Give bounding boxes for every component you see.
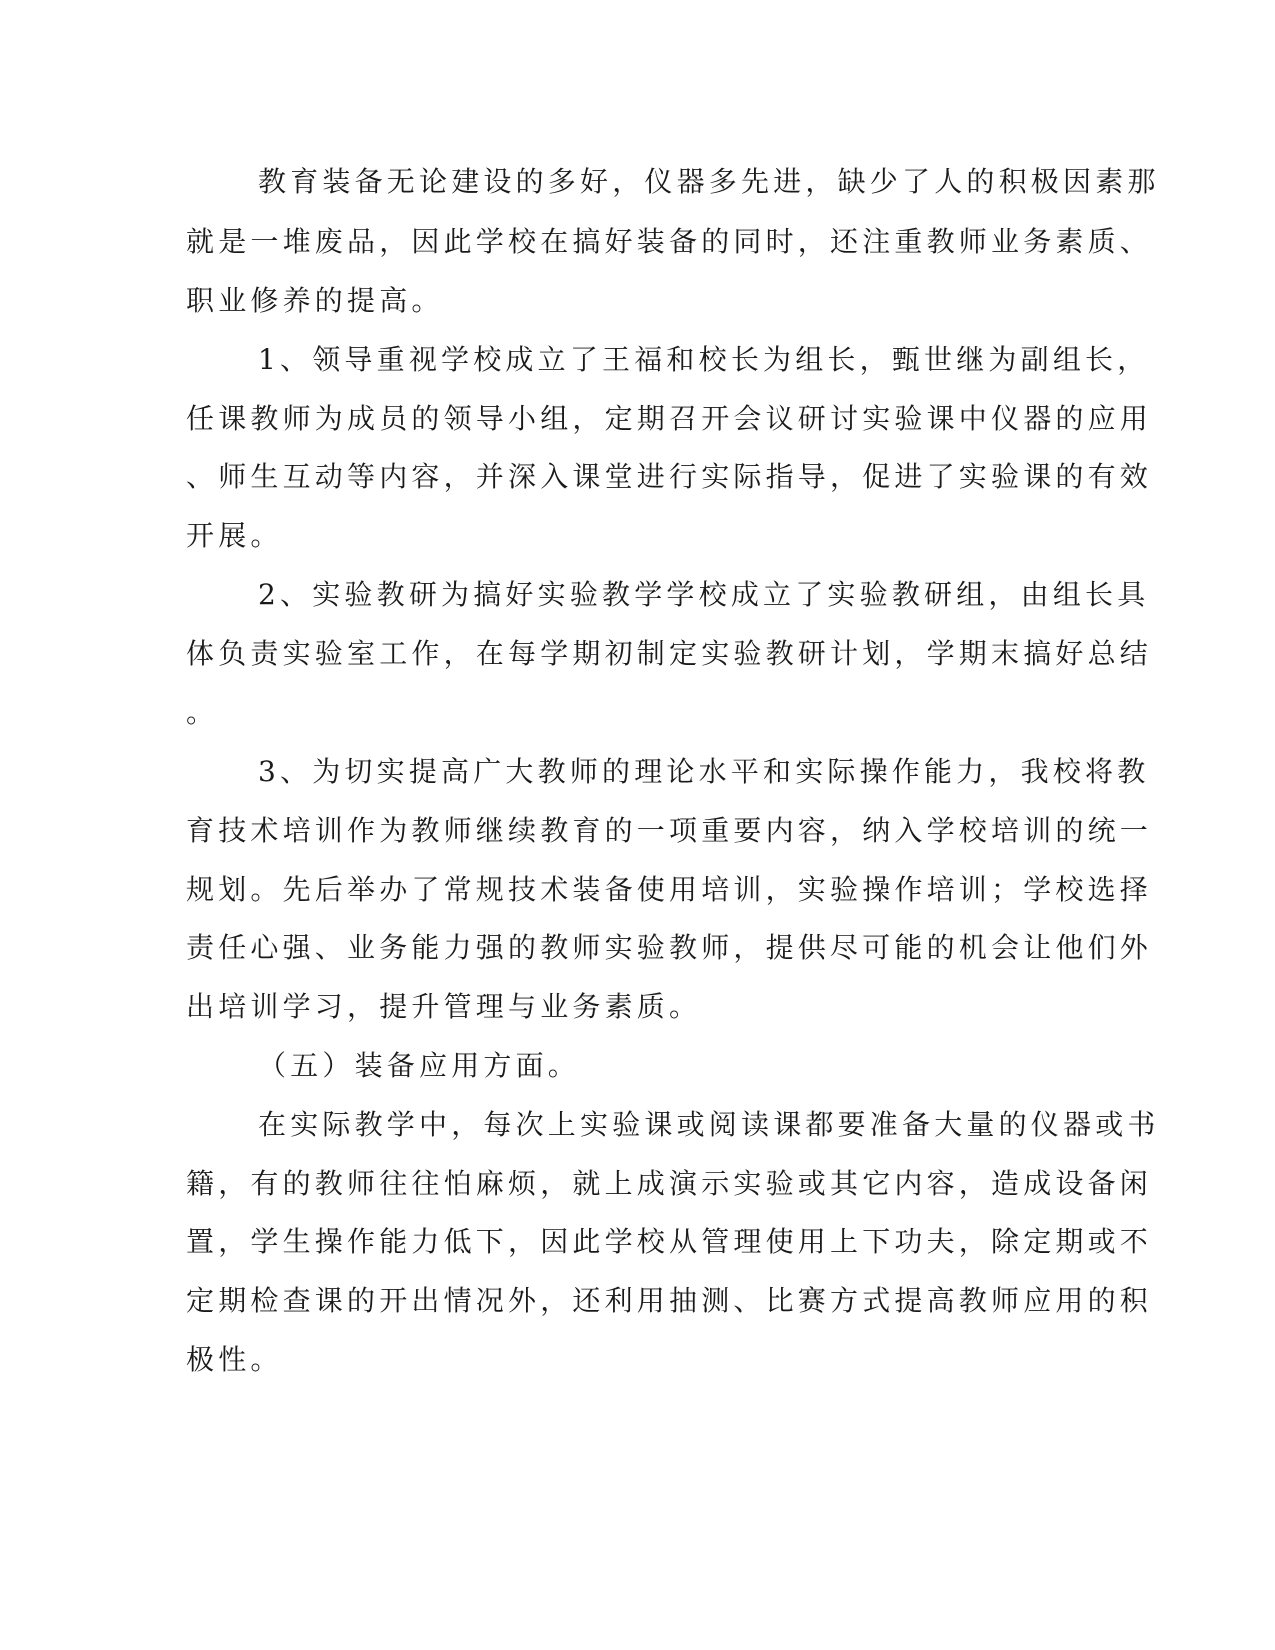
- paragraph-line: 就是一堆废品，因此学校在搞好装备的同时，还注重教师业务素质、: [186, 225, 1153, 258]
- paragraph-line: 极性。: [186, 1343, 283, 1376]
- paragraph-line: 在实际教学中，每次上实验课或阅读课都要准备大量的仪器或书: [258, 1108, 1160, 1141]
- paragraph-line: 开展。: [186, 519, 283, 552]
- paragraph-line: 、师生互动等内容，并深入课堂进行实际指导，促进了实验课的有效: [186, 460, 1153, 493]
- paragraph-line: 出培训学习，提升管理与业务素质。: [186, 990, 702, 1023]
- paragraph-line: 职业修养的提高。: [186, 284, 444, 317]
- paragraph-line: 。: [186, 696, 219, 729]
- paragraph-line: 体负责实验室工作，在每学期初制定实验教研计划，学期末搞好总结: [186, 637, 1153, 670]
- paragraph-line: 1、领导重视学校成立了王福和校长为组长，甄世继为副组长，: [258, 343, 1150, 376]
- paragraph-line: 3、为切实提高广大教师的理论水平和实际操作能力，我校将教: [258, 755, 1150, 788]
- paragraph-line: 责任心强、业务能力强的教师实验教师，提供尽可能的机会让他们外: [186, 931, 1153, 964]
- paragraph-line: 2、实验教研为搞好实验教学学校成立了实验教研组，由组长具: [258, 578, 1150, 611]
- paragraph-line: 定期检查课的开出情况外，还利用抽测、比赛方式提高教师应用的积: [186, 1284, 1153, 1317]
- paragraph-line: 规划。先后举办了常规技术装备使用培训，实验操作培训；学校选择: [186, 873, 1153, 906]
- paragraph-line: 育技术培训作为教师继续教育的一项重要内容，纳入学校培训的统一: [186, 814, 1153, 847]
- paragraph-line: 任课教师为成员的领导小组，定期召开会议研讨实验课中仪器的应用: [186, 402, 1153, 435]
- paragraph-line: 籍，有的教师往往怕麻烦，就上成演示实验或其它内容，造成设备闲: [186, 1167, 1153, 1200]
- paragraph-line: 教育装备无论建设的多好，仪器多先进，缺少了人的积极因素那: [258, 165, 1160, 198]
- section-heading: （五）装备应用方面。: [258, 1049, 581, 1082]
- paragraph-line: 置，学生操作能力低下，因此学校从管理使用上下功夫，除定期或不: [186, 1225, 1153, 1258]
